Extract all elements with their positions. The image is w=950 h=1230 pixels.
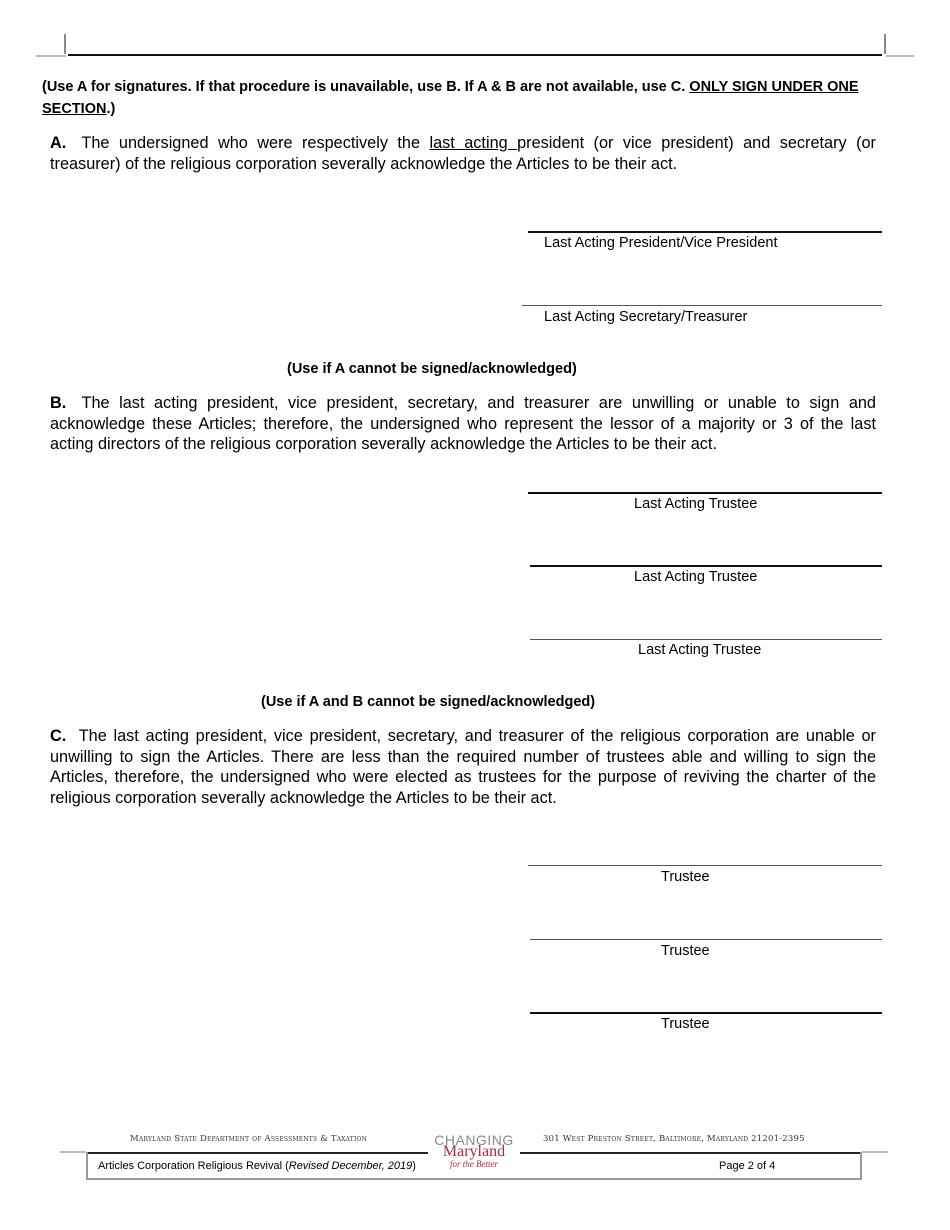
footer-form-close: )	[412, 1160, 416, 1172]
section-a-text-end: president (or vice president) and secretary (or treasurer) of the religious corporation severally acknowledge the Articles to be their act.	[50, 134, 876, 173]
footer-page-number: Page 2 of 4	[719, 1160, 776, 1172]
instruction-close: .)	[106, 101, 116, 117]
signature-label-president: Last Acting President/Vice President	[544, 235, 778, 251]
footer-bar-left-edge	[86, 1152, 88, 1180]
footer-bar-right-edge	[860, 1152, 862, 1180]
logo-maryland: Maryland	[442, 1143, 506, 1160]
signature-label-trustee-b2: Last Acting Trustee	[634, 569, 758, 585]
section-c-heading: (Use if A and B cannot be signed/acknowledged)	[261, 694, 596, 710]
signature-line-trustee-c3[interactable]	[530, 1012, 882, 1014]
section-c-paragraph	[50, 726, 876, 808]
signature-line-trustee-b2[interactable]	[530, 565, 882, 567]
section-b-heading: (Use if A cannot be signed/acknowledged)	[287, 361, 577, 377]
section-b-letter: B.	[50, 394, 67, 412]
signature-line-trustee-c1[interactable]	[528, 865, 882, 866]
signature-label-trustee-b3: Last Acting Trustee	[638, 642, 762, 658]
section-a-text: The undersigned who were respectively the	[81, 134, 430, 152]
header-rule	[68, 54, 882, 56]
signature-label-secretary: Last Acting Secretary/Treasurer	[544, 309, 748, 325]
signature-label-trustee-c3: Trustee	[661, 1016, 710, 1032]
signature-label-trustee-b1: Last Acting Trustee	[634, 496, 758, 512]
logo-for-the-better: for the Better	[450, 1159, 498, 1169]
footer-form-name	[98, 1159, 416, 1173]
section-a-underlined: last acting	[429, 134, 518, 152]
signature-line-trustee-c2[interactable]	[530, 939, 882, 940]
footer-left-shadow	[60, 1151, 86, 1153]
header-shadow-left	[36, 55, 66, 57]
header-shadow-right	[886, 55, 914, 57]
footer-form-title: Articles Corporation Religious Revival (	[98, 1160, 289, 1172]
footer-address: 301 West Preston Street, Baltimore, Maryland 21201-2395	[543, 1134, 805, 1144]
section-a-paragraph	[50, 133, 876, 174]
footer-right-shadow	[862, 1151, 888, 1153]
section-c-text: The last acting president, vice president, secretary, and treasurer of the religious corporation are unable or unwilling to sign the Articles. There are less than the required number of trustees able and willing to sign the Articles, therefore, the undersigned who were elected as trustees for the purpose of reviving the charter of the religious corporation severally acknowledge the Articles to be their act.	[50, 727, 876, 807]
section-a-letter: A.	[50, 134, 67, 152]
instruction-emphasis-cont: SECTION	[42, 101, 107, 117]
section-b-paragraph	[50, 393, 876, 455]
header-tick-left	[64, 34, 66, 54]
maryland-logo	[428, 1132, 520, 1174]
signature-line-trustee-b1[interactable]	[528, 492, 882, 494]
signature-line-trustee-b3[interactable]	[530, 639, 882, 640]
footer-form-revised: Revised December, 2019	[288, 1160, 413, 1172]
footer-department: Maryland State Department of Assessments & Taxation	[130, 1134, 368, 1144]
signature-instruction	[42, 76, 892, 120]
instruction-emphasis: ONLY SIGN UNDER ONE	[689, 79, 859, 95]
instruction-text: (Use A for signatures. If that procedure is unavailable, use B. If A & B are not available, use C.	[42, 79, 690, 95]
header-tick-right	[884, 34, 886, 54]
logo-changing: CHANGING	[434, 1132, 514, 1148]
section-c-letter: C.	[50, 727, 67, 745]
signature-line-president[interactable]	[528, 231, 882, 233]
signature-label-trustee-c2: Trustee	[661, 943, 710, 959]
section-b-text: The last acting president, vice president, secretary, and treasurer are unwilling or unable to sign and acknowledge these Articles; therefore, the undersigned who represent the lessor of a majority or 3 of the last acting directors of the religious corporation severally acknowledge the Articles to be their act.	[50, 394, 876, 453]
signature-label-trustee-c1: Trustee	[661, 869, 710, 885]
signature-line-secretary[interactable]	[522, 305, 882, 306]
